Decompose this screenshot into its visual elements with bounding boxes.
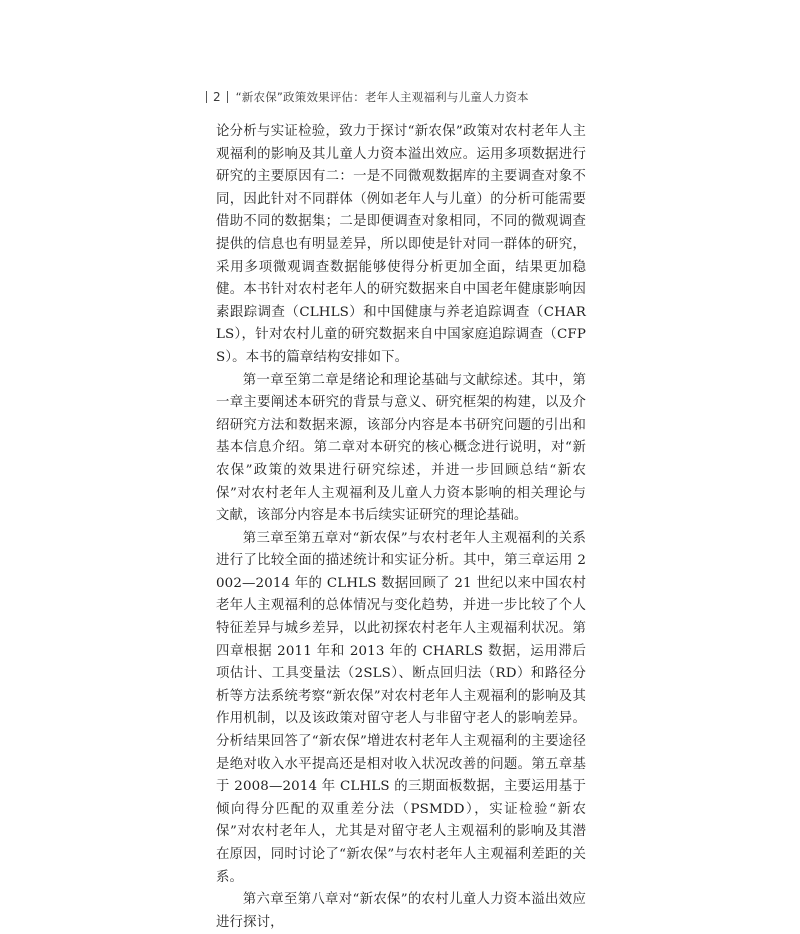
running-header <box>200 88 529 106</box>
header-divider-left <box>206 91 207 103</box>
paragraph-chapters-3-5: 第三章至第五章对“新农保”与农村老年人主观福利的关系进行了比较全面的描述统计和实证分析。其中，第三章运用 2002—2014 年的 CLHLS 数据回顾了 21 世纪以来中国农村老年人主观福利的总体情况与变化趋势，并进一步比较了个人特征差异与城乡差异，以此初探农村老年人主观福利状况。第四章根据 2011 年和 2013 年的 CHARLS 数据，运用滞后项估计、工具变量法（2SLS）、断点回归法（RD）和路径分析等方法系统考察“新农保”对农村老年人主观福利的影响及其作用机制，以及该政策对留守老人与非留守老人的影响差异。分析结果回答了“新农保”增进农村老年人主观福利的主要途径是绝对收入水平提高还是相对收入状况改善的问题。第五章基于 2008—2014 年 CLHLS 的三期面板数据，主要运用基于倾向得分匹配的双重差分法（PSMDD），实证检验“新农保”对农村老年人，尤其是对留守老人主观福利的影响及其潜在原因，同时讨论了“新农保”与农村老年人主观福利差距的关系。 <box>216 530 586 885</box>
page-number: 2 <box>213 90 221 104</box>
paragraph-chapters-6-8: 第六章至第八章对“新农保”的农村儿童人力资本溢出效应进行探讨， <box>216 892 586 930</box>
body-text <box>216 121 586 934</box>
paragraph-continued: 论分析与实证检验，致力于探讨“新农保”政策对农村老年人主观福利的影响及其儿童人力资本溢出效应。运用多项数据进行研究的主要原因有二：一是不同微观数据库的主要调查对象不同，因此针对不同群体（例如老年人与儿童）的分析可能需要借助不同的数据集；二是即便调查对象相同，不同的微观调查提供的信息也有明显差异，所以即使是针对同一群体的研究，采用多项微观调查数据能够使得分析更加全面，结果更加稳健。本书针对农村老年人的研究数据来自中国老年健康影响因素跟踪调查（CLHLS）和中国健康与养老追踪调查（CHARLS），针对农村儿童的研究数据来自中国家庭追踪调查（CFPS）。本书的篇章结构安排如下。 <box>216 124 586 365</box>
running-title: “新农保”政策效果评估：老年人主观福利与儿童人力资本 <box>235 90 529 104</box>
paragraph-chapters-1-2: 第一章至第二章是绪论和理论基础与文献综述。其中，第一章主要阐述本研究的背景与意义、研究框架的构建，以及介绍研究方法和数据来源，该部分内容是本书研究问题的引出和基本信息介绍。第二章对本研究的核心概念进行说明，对“新农保”政策的效果进行研究综述，并进一步回顾总结“新农保”对农村老年人主观福利及儿童人力资本影响的相关理论与文献，该部分内容是本书后续实证研究的理论基础。 <box>216 372 586 524</box>
header-divider-right <box>227 91 228 103</box>
